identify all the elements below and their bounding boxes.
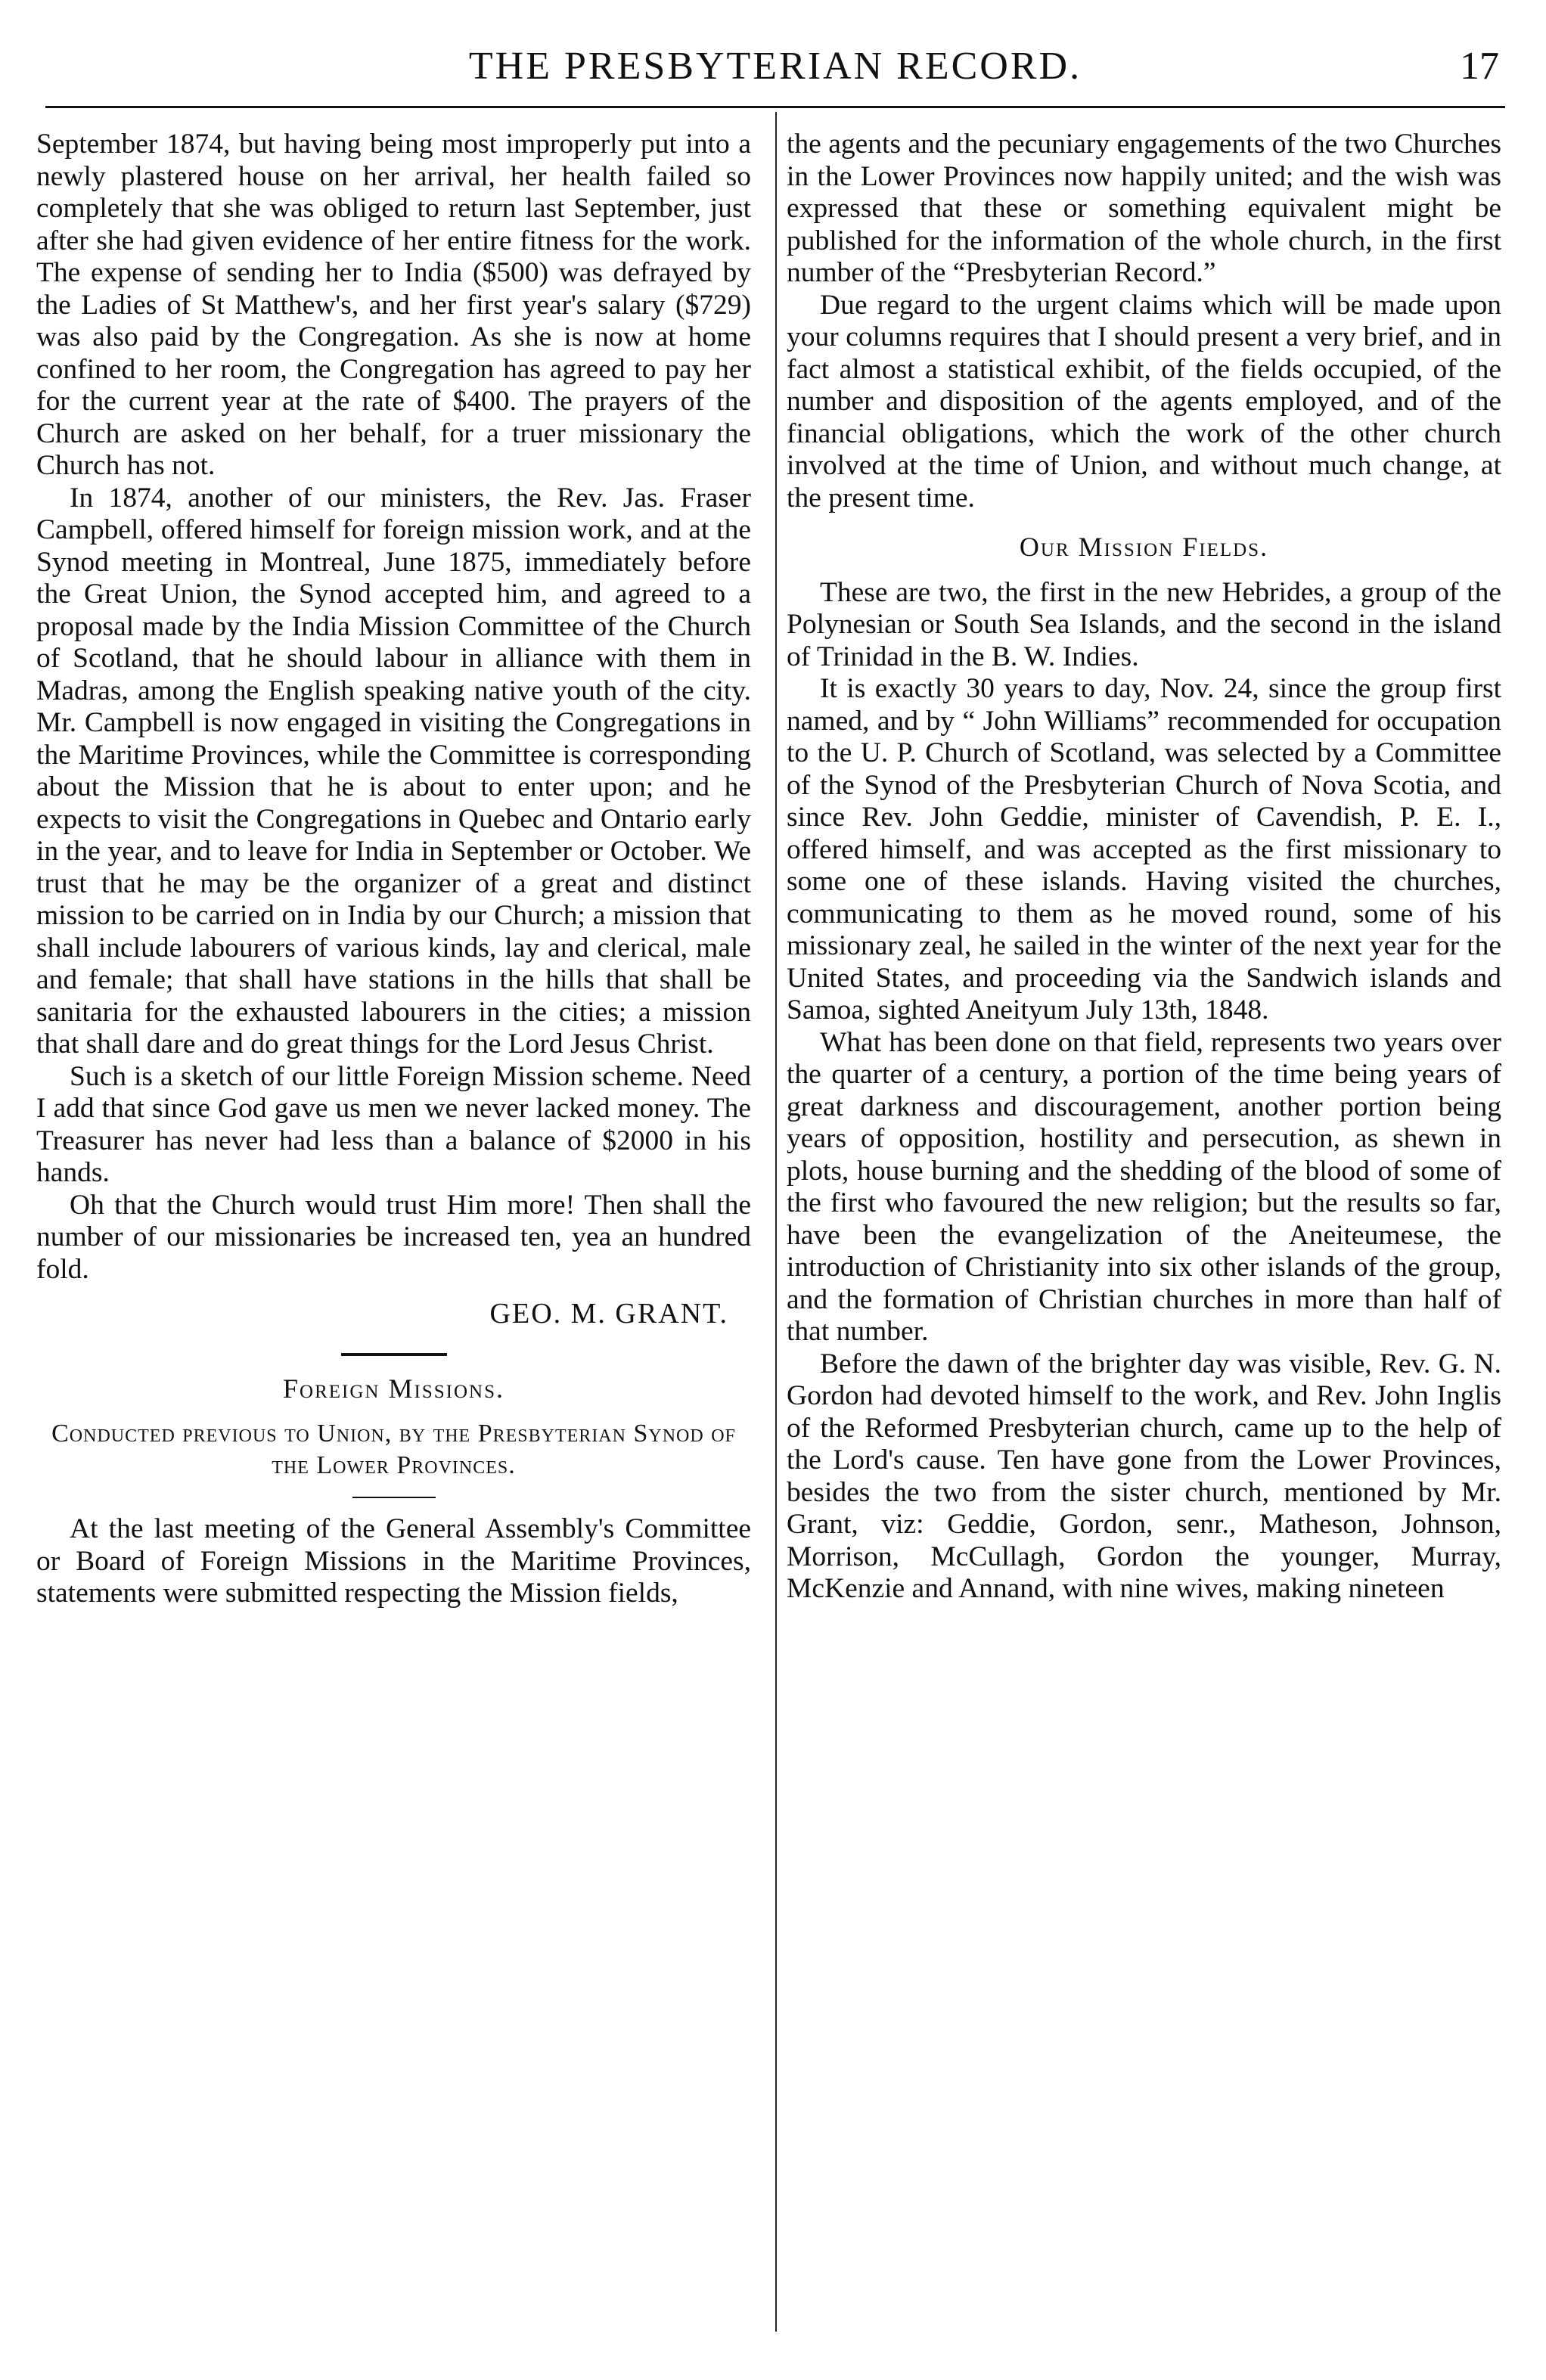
column-divider: [775, 112, 777, 2332]
left-column: [36, 129, 751, 1610]
subheading-divider: [352, 1497, 436, 1498]
section-heading: Our Mission Fields.: [1019, 532, 1269, 562]
paragraph: At the last meeting of the General Assembly's Committee or Board of Foreign Missions in the Maritime Provinces, statements were submitted respecting the Mission fields,: [36, 1513, 751, 1609]
journal-title: THE PRESBYTERIAN RECORD.: [468, 45, 1082, 88]
header-rule: [45, 106, 1505, 108]
paragraph: Due regard to the urgent claims which will be made upon your columns requires that I should present a very brief, and in fact almost a statistical exhibit, of the fields occupied, of the number and disposition of the agents employed, and of the financial obligations, which the work of the other church involved at the time of Union, and without much change, at the present time.: [787, 289, 1501, 514]
section-subheading: Conducted previous to Union, by the Presbyterian Synod of the Lower Provinces.: [51, 1420, 736, 1479]
paragraph: It is exactly 30 years to day, Nov. 24, since the group first named, and by “ John Williams” recommended for occupation to the U. P. Church of Scotland, was selected by a Committee of the Synod of the Presbyterian Church of Nova Scotia, and since Rev. John Geddie, minister of Cavendish, P. E. I., offered himself, and was accepted as the first missionary to some one of these islands. Having visited the churches, communicating to them as he moved round, some of his missionary zeal, he sailed in the winter of the next year for the United States, and proceeding via the Sandwich islands and Samoa, sighted Aneityum July 13th, 1848.: [787, 673, 1501, 1026]
section-divider: [341, 1353, 447, 1356]
paragraph: What has been done on that field, represents two years over the quarter of a century, a portion of the time being years of great darkness and discouragement, another portion being years of opposition, hostility and persecution, as shewn in plots, house burning and the shedding of the blood of some of the first who favoured the new religion; but the results so far, have been the evangelization of the Aneiteumese, the introduction of Christianity into six other islands of the group, and the formation of Christian churches in more than half of that number.: [787, 1026, 1501, 1347]
signature: GEO. M. GRANT.: [489, 1298, 728, 1330]
page-header: [45, 44, 1505, 98]
paragraph: the agents and the pecuniary engagements of the two Churches in the Lower Provinces now happily united; and the wish was expressed that these or something equivalent might be published for the information of the whole church, in the first number of the “Presbyterian Record.”: [787, 129, 1501, 288]
paragraph: September 1874, but having being most improperly put into a newly plastered house on her arrival, her health failed so completely that she was obliged to return last September, just after she had given evidence of her entire fitness for the work. The expense of sending her to India ($500) was defrayed by the Ladies of St Matthew's, and her first year's salary ($729) was also paid by the Congregation. As she is now at home confined to her room, the Congregation has agreed to pay her for the current year at the rate of $400. The prayers of the Church are asked on her behalf, for a truer missionary the Church has not.: [36, 129, 751, 481]
paragraph: Such is a sketch of our little Foreign Mission scheme. Need I add that since God gave us men we never lacked money. The Treasurer has never had less than a balance of $2000 in his hands.: [36, 1060, 751, 1188]
right-column: [787, 129, 1501, 1606]
paragraph: Oh that the Church would trust Him more! Then shall the number of our missionaries be increased ten, yea an hundred fold.: [36, 1189, 751, 1285]
section-heading: Foreign Missions.: [283, 1373, 504, 1404]
page-number: 17: [1460, 45, 1499, 88]
paragraph: In 1874, another of our ministers, the Rev. Jas. Fraser Campbell, offered himself for foreign mission work, and at the Synod meeting in Montreal, June 1875, immediately before the Great Union, the Synod accepted him, and agreed to a proposal made by the India Mission Committee of the Church of Scotland, that he should labour in alliance with them in Madras, among the English speaking native youth of the city. Mr. Campbell is now engaged in visiting the Congregations in the Maritime Provinces, while the Committee is corresponding about the Mission that he is about to enter upon; and he expects to visit the Congregations in Quebec and Ontario early in the year, and to leave for India in September or October. We trust that he may be the organizer of a great and distinct mission to be carried on in India by our Church; a mission that shall include labourers of various kinds, lay and clerical, male and female; that shall have stations in the hills that shall be sanitaria for the exhausted labourers in the cities; a mission that shall dare and do great things for the Lord Jesus Christ.: [36, 482, 751, 1060]
paragraph: These are two, the first in the new Hebrides, a group of the Polynesian or South Sea Islands, and the second in the island of Trinidad in the B. W. Indies.: [787, 576, 1501, 672]
paragraph: Before the dawn of the brighter day was visible, Rev. G. N. Gordon had devoted himself to the work, and Rev. John Inglis of the Reformed Presbyterian church, came up to the help of the Lord's cause. Ten have gone from the Lower Provinces, besides the two from the sister church, mentioned by Mr. Grant, viz: Geddie, Gordon, senr., Matheson, Johnson, Morrison, McCullagh, Gordon the younger, Murray, McKenzie and Annand, with nine wives, making nineteen: [787, 1348, 1501, 1604]
